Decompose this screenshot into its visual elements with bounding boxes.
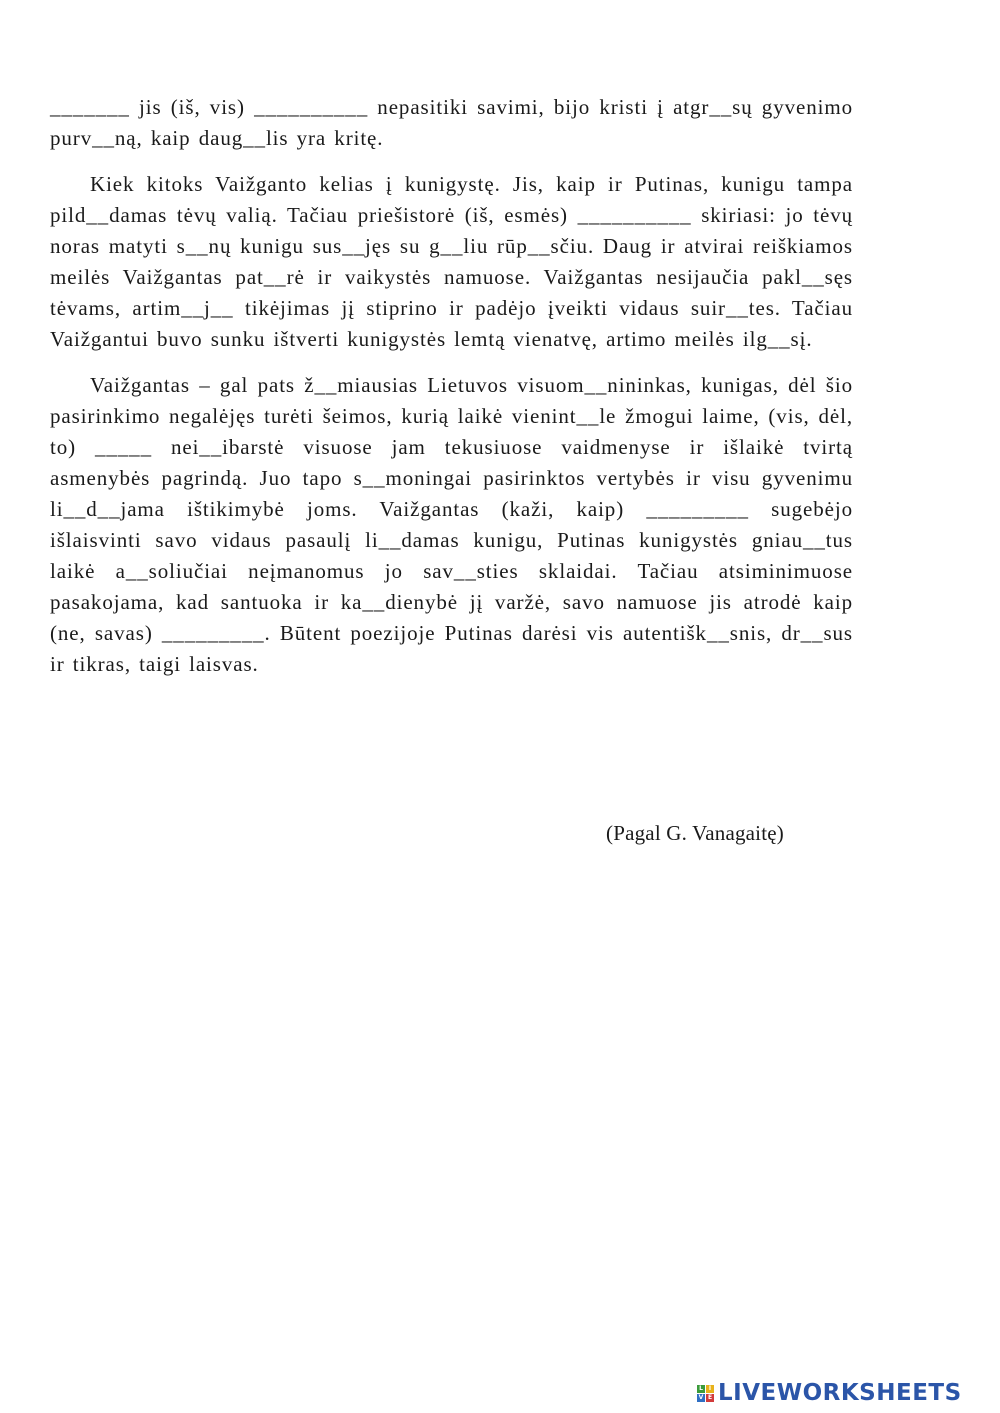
liveworksheets-logo-icon xyxy=(697,1385,714,1402)
paragraph-3: Vaižgantas – gal pats ž__miausias Lietuvos visuom__nininkas, kunigas, dėl šio pasirinkimo negalėjęs turėti šeimos, kurią laikė vienint__le žmogui laime, (vis, dėl, to) _____ nei__ibarstė visuose jam tekusiuose vaidmenyse ir išlaikė tvirtą asmenybės pagrindą. Juo tapo s__moningai pasirinktos vertybės ir visu gyvenimu li__d__jama ištikimybė joms. Vaižgantas (kaži, kaip) _________ sugebėjo išlaisvinti savo vidaus pasaulį li__damas kunigu, Putinas kunigystės gniau__tus laikė a__soliučiai neįmanomus jo sav__sties sklaidai. Tačiau atsiminimuose pasakojama, kad santuoka ir ka__dienybė jį varžė, savo namuose jis atrodė kaip (ne, savas) _________. Būtent poezijoje Putinas darėsi vis autentišk__snis, dr__sus ir tikras, taigi laisvas. xyxy=(50,373,853,676)
paragraph-1: _______ jis (iš, vis) __________ nepasitiki savimi, bijo kristi į atgr__sų gyvenimo purv__ną, kaip daug__lis yra kritę. xyxy=(50,95,853,150)
liveworksheets-brand xyxy=(697,1378,962,1408)
brand-name: LIVEWORKSHEETS xyxy=(718,1380,962,1406)
logo-letter: E xyxy=(707,1393,713,1401)
logo-letter: I xyxy=(706,1385,714,1393)
worksheet-text xyxy=(50,92,853,695)
source-attribution: (Pagal G. Vanagaitę) xyxy=(606,821,784,845)
logo-letter: V xyxy=(698,1393,704,1401)
paragraph-2: Kiek kitoks Vaižganto kelias į kunigystę. Jis, kaip ir Putinas, kunigu tampa pild__damas tėvų valią. Tačiau priešistorė (iš, esmės) __________ skiriasi: jo tėvų noras matyti s__nų kunigu sus__jęs su g__liu rūp__sčiu. Daug ir atvirai reiškiamos meilės Vaižgantas pat__rė ir vaikystės namuose. Vaižgantas nesijaučia pakl__sęs tėvams, artim__j__ tikėjimas jį stiprino ir padėjo įveikti vidaus suir__tes. Tačiau Vaižgantui buvo sunku ištverti kunigystės lemtą vienatvę, artimo meilės ilg__sį. xyxy=(50,172,853,351)
logo-letter: L xyxy=(697,1385,705,1393)
